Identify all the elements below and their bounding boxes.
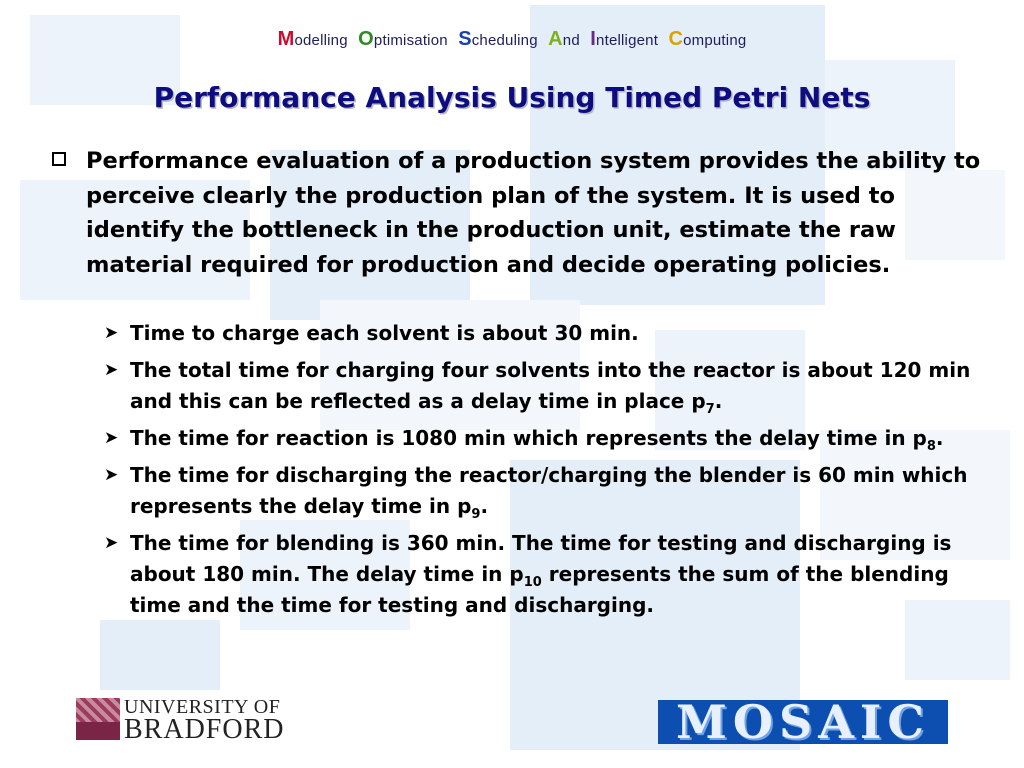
main-bullet-text: Performance evaluation of a production system provides the ability to perceive clearly the production plan of the system. It is used to identify the bottleneck in the production unit, estimate the raw material required for production and decide operating policies.: [86, 148, 981, 278]
sub-bullet-tail: .: [480, 494, 489, 518]
sub-bullet-text: The time for reaction is 1080 min which represents the delay time in p: [130, 426, 927, 450]
main-bullet-item: [50, 144, 985, 282]
sub-bullet-tail: represents the sum of the blending time and the time for testing and discharging.: [130, 562, 949, 617]
slide-title: Performance Analysis Using Timed Petri Nets: [153, 81, 871, 114]
banner-word-rest: ntelligent: [596, 32, 659, 49]
arrow-bullet-icon: ➤: [104, 323, 119, 343]
sub-bullet-text: The time for blending is 360 min. The time for testing and discharging is about 180 min. The delay time in p: [130, 531, 952, 586]
sub-bullet-text: The time for discharging the reactor/charging the blender is 60 min which represents the delay time in p: [130, 463, 968, 518]
arrow-bullet-icon: ➤: [104, 428, 119, 448]
banner-word: [358, 28, 448, 50]
sub-bullet-tail: .: [714, 389, 723, 413]
header-banner: [0, 28, 1024, 51]
banner-initial: C: [668, 28, 684, 50]
arrow-bullet-icon: ➤: [104, 465, 119, 485]
sub-bullet-item: [104, 318, 989, 349]
place-subscript: 9: [471, 507, 481, 522]
banner-initial: S: [458, 28, 472, 50]
sub-bullet-tail: .: [935, 426, 944, 450]
main-bullet: [50, 144, 985, 282]
sub-bullet-list: [104, 318, 989, 627]
place-subscript: 8: [926, 439, 936, 454]
banner-word-rest: odelling: [294, 32, 348, 49]
banner-word: [590, 28, 659, 50]
university-logo: [76, 696, 316, 746]
banner-word: [548, 28, 580, 50]
banner-word: [668, 28, 747, 50]
sub-bullet-text: Time to charge each solvent is about 30 min.: [130, 321, 639, 345]
mosaic-logo: [658, 700, 948, 744]
sub-bullet-text: The total time for charging four solvents into the reactor is about 120 min and this can be reflected as a delay time in place p: [130, 358, 971, 413]
sub-bullet-item: [104, 528, 989, 621]
banner-word: [277, 28, 348, 50]
hollow-square-icon: [52, 152, 66, 166]
university-name-line1: UNIVERSITY OF: [124, 696, 281, 718]
banner-word-rest: omputing: [683, 32, 747, 49]
banner-word-rest: nd: [562, 32, 580, 49]
arrow-bullet-icon: ➤: [104, 360, 119, 380]
university-crest-band: [76, 722, 120, 740]
arrow-bullet-icon: ➤: [104, 533, 119, 553]
place-subscript: 10: [523, 575, 542, 590]
banner-initial: M: [277, 28, 295, 50]
place-subscript: 7: [705, 402, 715, 417]
banner-initial: I: [590, 28, 597, 50]
sub-bullet-item: [104, 423, 989, 454]
sub-bullet-item: [104, 355, 989, 417]
banner-initial: A: [548, 28, 563, 50]
background-tile: [100, 620, 220, 690]
banner-word-rest: ptimisation: [373, 32, 448, 49]
mosaic-logo-text: MOSAIC: [675, 700, 931, 744]
banner-initial: O: [358, 28, 374, 50]
sub-bullet-item: [104, 460, 989, 522]
banner-word-rest: cheduling: [471, 32, 538, 49]
university-name-line2: BRADFORD: [124, 714, 285, 745]
banner-word: [458, 28, 538, 50]
